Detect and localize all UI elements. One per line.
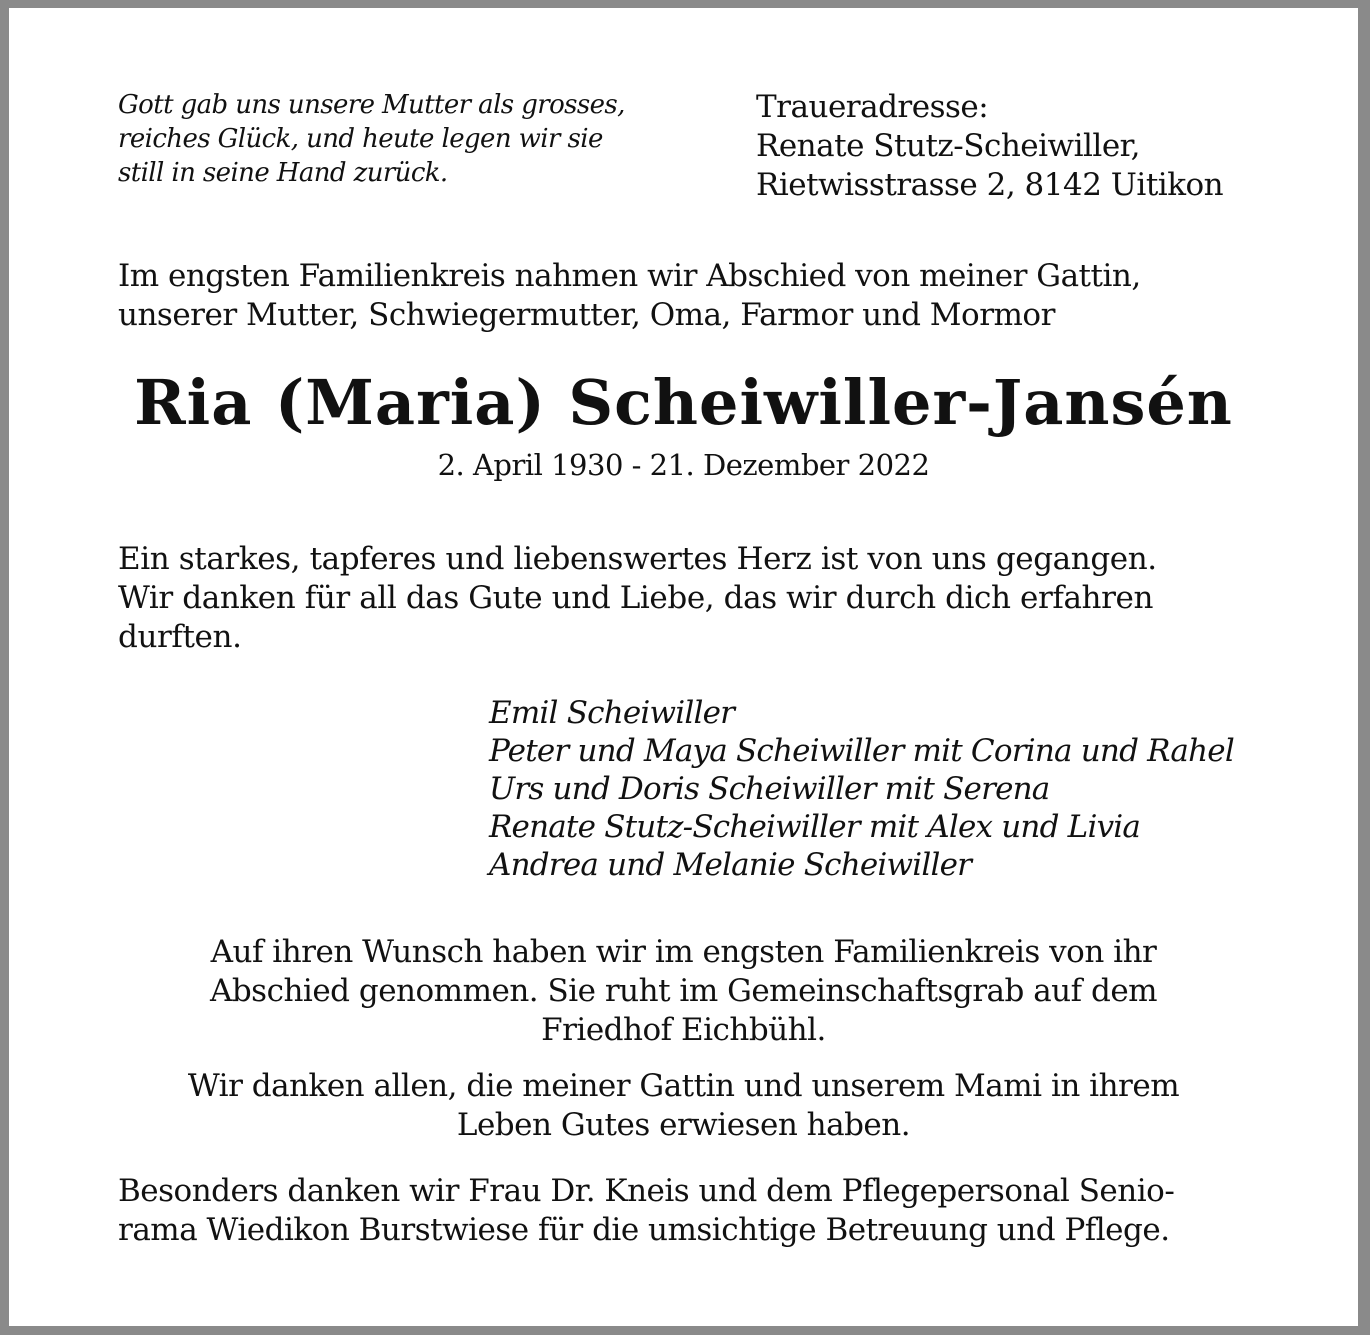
mourner-entry: Emil Scheiwiller	[489, 695, 735, 731]
special-thanks-line: rama Wiedikon Burstwiese für die umsichtige Betreuung und Pflege.	[118, 1212, 1170, 1248]
life-dates: 2. April 1930 - 21. Dezember 2022	[437, 448, 930, 482]
mourner-entry: Andrea und Melanie Scheiwiller	[489, 847, 972, 883]
mourning-address	[756, 88, 1316, 205]
mourner-entry: Urs und Doris Scheiwiller mit Serena	[489, 771, 1050, 807]
tribute-text	[118, 540, 1252, 657]
motto-quote	[118, 88, 678, 190]
special-thanks	[118, 1172, 1268, 1250]
mourner-entry: Peter und Maya Scheiwiller mit Corina und Rahel	[489, 733, 1234, 769]
tribute-line: Ein starkes, tapferes und liebenswertes Herz ist von uns gegangen.	[118, 541, 1157, 577]
address-heading: Traueradresse:	[756, 89, 989, 125]
thanks-line: Leben Gutes erwiesen haben.	[456, 1107, 911, 1143]
intro-text	[118, 257, 1252, 335]
motto-line: still in seine Hand zurück.	[118, 158, 448, 188]
special-thanks-line: Besonders danken wir Frau Dr. Kneis und dem Pflegepersonal Senio-	[118, 1173, 1175, 1209]
deceased-name: Ria (Maria) Scheiwiller-Jansén	[134, 366, 1233, 439]
motto-line: Gott gab uns unsere Mutter als grosses,	[118, 90, 625, 120]
thanks-line: Wir danken allen, die meiner Gattin und unserem Mami in ihrem	[187, 1068, 1180, 1104]
obituary-notice	[9, 8, 1358, 1326]
intro-line: unserer Mutter, Schwiegermutter, Oma, Farmor und Mormor	[118, 297, 1055, 333]
thanks-notice	[9, 1067, 1358, 1145]
farewell-line: Abschied genommen. Sie ruht im Gemeinschaftsgrab auf dem	[209, 973, 1158, 1009]
address-street: Rietwisstrasse 2, 8142 Uitikon	[756, 167, 1224, 203]
tribute-line: Wir danken für all das Gute und Liebe, das wir durch dich erfahren	[118, 580, 1154, 616]
farewell-notice	[9, 933, 1358, 1050]
farewell-line: Auf ihren Wunsch haben wir im engsten Familienkreis von ihr	[210, 934, 1157, 970]
mourners-list	[489, 694, 1309, 884]
tribute-line: durften.	[118, 619, 242, 655]
address-name: Renate Stutz-Scheiwiller,	[756, 128, 1140, 164]
farewell-line: Friedhof Eichbühl.	[541, 1012, 826, 1048]
intro-line: Im engsten Familienkreis nahmen wir Abschied von meiner Gattin,	[118, 258, 1141, 294]
motto-line: reiches Glück, und heute legen wir sie	[118, 124, 603, 154]
mourner-entry: Renate Stutz-Scheiwiller mit Alex und Livia	[489, 809, 1141, 845]
